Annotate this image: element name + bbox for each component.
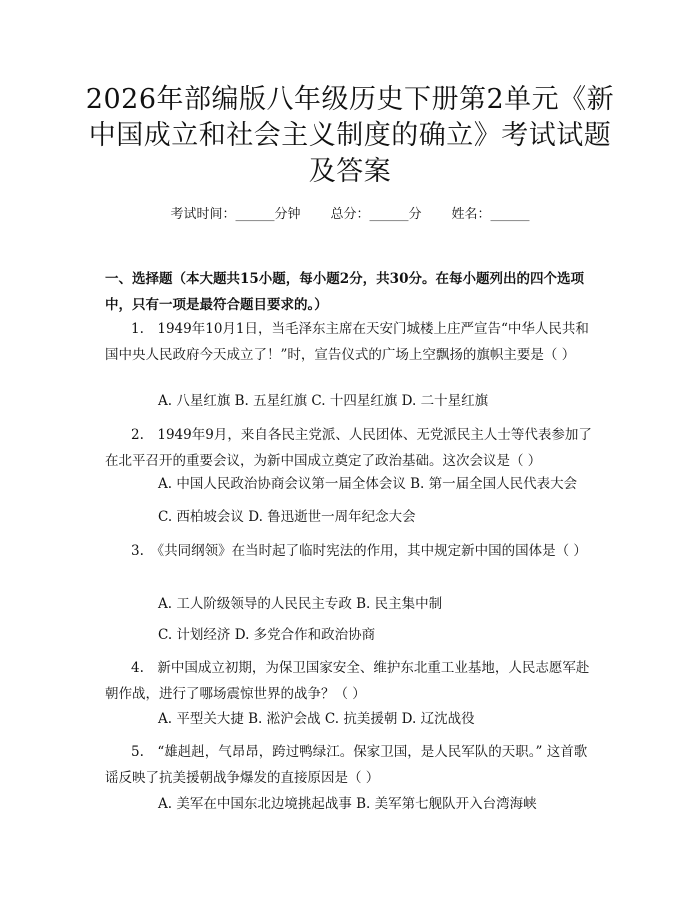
exam-time-field: 考试时间：______分钟 xyxy=(170,207,301,222)
question-options: A. 工人阶级领导的人民民主专政 B. 民主集中制 xyxy=(158,596,443,612)
title-line: 中国成立和社会主义制度的确立》考试试题 xyxy=(88,120,612,151)
title-line: 2026年部编版八年级历史下册第2单元《新 xyxy=(85,84,615,115)
question-options: A. 美军在中国东北边境挑起战事 B. 美军第七舰队开入台湾海峡 xyxy=(158,796,537,812)
question-text: 4. 新中国成立初期，为保卫国家安全、维护东北重工业基地，人民志愿军赴朝作战，进行了哪场震惊世界的战争？（ ） xyxy=(105,660,590,702)
total-score-field: 总分：______分 xyxy=(330,207,422,222)
student-name-field: 姓名：______ xyxy=(451,207,530,222)
page-title xyxy=(70,82,630,190)
question-text: 3. 《共同纲领》在当时起了临时宪法的作用，其中规定新中国的国体是（ ） xyxy=(131,543,587,559)
exam-meta xyxy=(0,205,700,225)
question-text: 2. 1949年9月，来自各民主党派、人民团体、无党派民主人士等代表参加了在北平召开的重要会议，为新中国成立奠定了政治基础。这次会议是（ ） xyxy=(105,427,592,469)
question-options: A. 平型关大捷 B. 淞沪会战 C. 抗美援朝 D. 辽沈战役 xyxy=(158,711,475,727)
question-options: A. 八星红旗 B. 五星红旗 C. 十四星红旗 D. 二十星红旗 xyxy=(158,393,489,409)
section-heading: 一、选择题（本大题共15小题，每小题2分，共30分。在每小题列出的四个选项中，只有一项是最符合题目要求的。） xyxy=(105,271,584,313)
question-options: C. 计划经济 D. 多党合作和政治协商 xyxy=(158,627,376,643)
question-text: 1. 1949年10月1日，当毛泽东主席在天安门城楼上庄严宣告“中华人民共和国中央人民政府今天成立了！”时，宣告仪式的广场上空飘扬的旗帜主要是（ ） xyxy=(105,321,589,363)
question-options: A. 中国人民政治协商会议第一届全体会议 B. 第一届全国人民代表大会 xyxy=(158,476,578,492)
title-line: 及答案 xyxy=(308,156,392,187)
question-text: 5. “雄赳赳，气昂昂，跨过鸭绿江。保家卫国，是人民军队的天职。” 这首歌谣反映了抗美援朝战争爆发的直接原因是（ ） xyxy=(105,744,588,786)
question-options: C. 西柏坡会议 D. 鲁迅逝世一周年纪念大会 xyxy=(158,509,416,525)
